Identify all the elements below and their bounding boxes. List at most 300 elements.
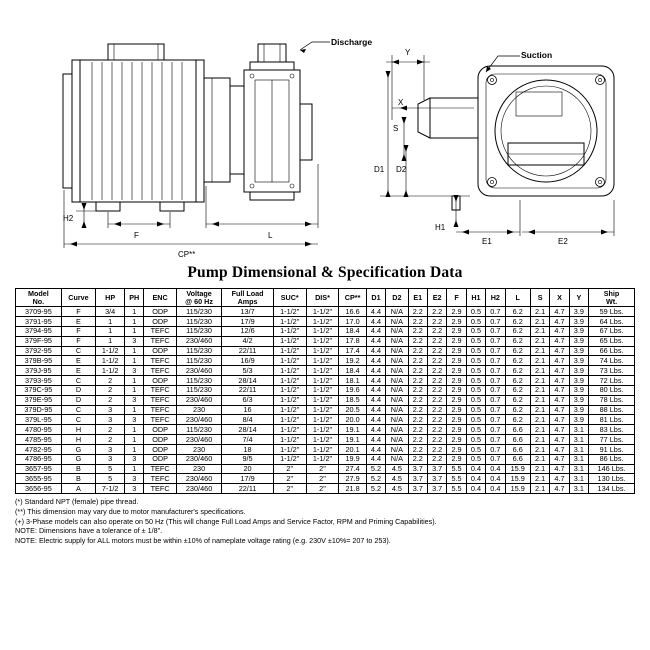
table-cell: 4.7 xyxy=(550,385,569,395)
table-cell: 2.2 xyxy=(427,435,446,445)
table-cell: 3.9 xyxy=(569,316,588,326)
table-cell: 3/4 xyxy=(96,307,125,317)
table-cell: 3.9 xyxy=(569,356,588,366)
table-cell: 1-1/2" xyxy=(273,454,306,464)
table-cell: 2.2 xyxy=(408,316,427,326)
table-cell: 6.2 xyxy=(505,356,530,366)
table-cell: 3.1 xyxy=(569,484,588,494)
table-cell: 22/11 xyxy=(222,385,274,395)
table-cell: 1 xyxy=(125,385,144,395)
table-row xyxy=(16,474,635,484)
table-cell: 3.9 xyxy=(569,307,588,317)
col-curve: Curve xyxy=(61,289,95,307)
table-cell: 0.5 xyxy=(466,356,485,366)
table-cell: 2.2 xyxy=(408,366,427,376)
table-cell: 2.2 xyxy=(427,385,446,395)
table-cell: 18.5 xyxy=(339,395,366,405)
table-cell: 0.5 xyxy=(466,346,485,356)
table-cell: 0.7 xyxy=(486,356,505,366)
table-cell: 2.9 xyxy=(447,346,466,356)
table-cell: 12/6 xyxy=(222,326,274,336)
table-cell: 130 Lbs. xyxy=(589,474,635,484)
table-cell: 0.7 xyxy=(486,405,505,415)
table-cell: 0.7 xyxy=(486,395,505,405)
col-cp: CP** xyxy=(339,289,366,307)
table-cell: TEFC xyxy=(144,356,177,366)
table-cell: 2.2 xyxy=(408,425,427,435)
table-cell: H xyxy=(61,425,95,435)
table-cell: 1-1/2" xyxy=(306,316,339,326)
table-cell: 1 xyxy=(125,405,144,415)
table-cell: TEFC xyxy=(144,326,177,336)
table-cell: 1-1/2" xyxy=(306,444,339,454)
table-cell: 146 Lbs. xyxy=(589,464,635,474)
table-cell: 2.2 xyxy=(427,316,446,326)
table-cell: 6.2 xyxy=(505,307,530,317)
table-cell: 4.7 xyxy=(550,474,569,484)
table-cell: 3656-95 xyxy=(16,484,62,494)
table-cell: 1 xyxy=(96,326,125,336)
table-cell: 2.1 xyxy=(530,336,549,346)
table-cell: 2.2 xyxy=(408,326,427,336)
table-cell: 4780-95 xyxy=(16,425,62,435)
table-cell: 4.5 xyxy=(386,464,408,474)
table-cell: 3655-95 xyxy=(16,474,62,484)
table-cell: 4.4 xyxy=(366,415,385,425)
table-cell: 2 xyxy=(96,385,125,395)
table-cell: 2.2 xyxy=(408,356,427,366)
table-cell: 2" xyxy=(306,464,339,474)
table-cell: 19.6 xyxy=(339,385,366,395)
table-cell: 2.1 xyxy=(530,405,549,415)
table-cell: 115/230 xyxy=(176,356,221,366)
table-row xyxy=(16,425,635,435)
table-cell: 2.1 xyxy=(530,356,549,366)
table-cell: 0.5 xyxy=(466,326,485,336)
table-cell: 2 xyxy=(96,425,125,435)
table-cell: 2.1 xyxy=(530,346,549,356)
table-cell: N/A xyxy=(386,425,408,435)
table-cell: E xyxy=(61,316,95,326)
table-cell: 1-1/2" xyxy=(306,307,339,317)
table-cell: 230/460 xyxy=(176,484,221,494)
table-cell: 2.1 xyxy=(530,454,549,464)
table-cell: 115/230 xyxy=(176,425,221,435)
table-cell: 0.7 xyxy=(486,425,505,435)
table-cell: 0.4 xyxy=(486,474,505,484)
table-cell: 2.1 xyxy=(530,415,549,425)
table-cell: 1 xyxy=(125,316,144,326)
table-cell: 1-1/2" xyxy=(273,435,306,445)
table-row xyxy=(16,444,635,454)
table-cell: 20.0 xyxy=(339,415,366,425)
table-cell: 1-1/2" xyxy=(306,415,339,425)
table-cell: F xyxy=(61,326,95,336)
table-cell: 18.1 xyxy=(339,376,366,386)
table-cell: 3.9 xyxy=(569,376,588,386)
table-cell: 2.9 xyxy=(447,454,466,464)
table-cell: 17.0 xyxy=(339,316,366,326)
table-cell: 4785-95 xyxy=(16,435,62,445)
table-cell: 1-1/2" xyxy=(273,336,306,346)
table-cell: 1-1/2" xyxy=(273,366,306,376)
table-cell: 17/9 xyxy=(222,316,274,326)
table-cell: 86 Lbs. xyxy=(589,454,635,464)
table-cell: 1 xyxy=(125,346,144,356)
table-cell: 4.4 xyxy=(366,425,385,435)
table-cell: 2.9 xyxy=(447,444,466,454)
table-cell: 2.2 xyxy=(408,395,427,405)
table-cell: 21.8 xyxy=(339,484,366,494)
table-cell: 6.2 xyxy=(505,415,530,425)
table-cell: 1 xyxy=(125,356,144,366)
label-cp: CP** xyxy=(178,250,196,259)
table-cell: 4.4 xyxy=(366,356,385,366)
table-row xyxy=(16,385,635,395)
label-x: X xyxy=(398,98,404,107)
table-cell: 2.1 xyxy=(530,366,549,376)
label-e1: E1 xyxy=(482,237,492,246)
table-cell: F xyxy=(61,336,95,346)
col-dis: DIS* xyxy=(306,289,339,307)
table-cell: 2.9 xyxy=(447,425,466,435)
table-cell: 379J-95 xyxy=(16,366,62,376)
table-row xyxy=(16,484,635,494)
table-cell: 2.1 xyxy=(530,307,549,317)
table-cell: 2.1 xyxy=(530,435,549,445)
table-cell: 2.2 xyxy=(427,415,446,425)
table-cell: 4.7 xyxy=(550,346,569,356)
table-cell: 2" xyxy=(273,464,306,474)
table-cell: 4.7 xyxy=(550,425,569,435)
table-cell: TEFC xyxy=(144,336,177,346)
table-cell: 230/460 xyxy=(176,474,221,484)
table-cell: H xyxy=(61,435,95,445)
table-cell: 67 Lbs. xyxy=(589,326,635,336)
table-cell: 2.9 xyxy=(447,307,466,317)
table-cell: 2.2 xyxy=(408,405,427,415)
table-cell: N/A xyxy=(386,326,408,336)
table-cell: 7/4 xyxy=(222,435,274,445)
table-cell: N/A xyxy=(386,415,408,425)
table-cell: 230 xyxy=(176,444,221,454)
table-cell: 3.7 xyxy=(408,484,427,494)
table-cell: N/A xyxy=(386,366,408,376)
table-cell: 230 xyxy=(176,464,221,474)
table-cell: 6/3 xyxy=(222,395,274,405)
table-cell: 3.1 xyxy=(569,474,588,484)
table-cell: 2.9 xyxy=(447,385,466,395)
table-cell: 2.1 xyxy=(530,395,549,405)
table-cell: 2.1 xyxy=(530,316,549,326)
table-cell: B xyxy=(61,464,95,474)
table-cell: 1-1/2" xyxy=(306,405,339,415)
table-cell: 2 xyxy=(96,395,125,405)
table-cell: 20.1 xyxy=(339,444,366,454)
spec-table xyxy=(15,288,635,494)
table-cell: 4.7 xyxy=(550,395,569,405)
table-cell: 0.7 xyxy=(486,376,505,386)
table-cell: 88 Lbs. xyxy=(589,405,635,415)
table-cell: 4.4 xyxy=(366,444,385,454)
label-d1: D1 xyxy=(374,165,385,174)
table-cell: 230/460 xyxy=(176,395,221,405)
table-cell: 16.6 xyxy=(339,307,366,317)
table-row xyxy=(16,316,635,326)
table-cell: N/A xyxy=(386,385,408,395)
table-cell: 1-1/2" xyxy=(273,444,306,454)
table-cell: 0.4 xyxy=(486,464,505,474)
table-cell: 22/11 xyxy=(222,484,274,494)
table-cell: 0.5 xyxy=(466,454,485,464)
table-body xyxy=(16,307,635,494)
table-cell: 4.7 xyxy=(550,307,569,317)
table-cell: G xyxy=(61,454,95,464)
table-cell: 2" xyxy=(306,484,339,494)
table-cell: 3.1 xyxy=(569,444,588,454)
table-cell: TEFC xyxy=(144,474,177,484)
col-ship-wt: Ship Wt. xyxy=(589,289,635,307)
table-cell: 22/11 xyxy=(222,346,274,356)
table-cell: 2.2 xyxy=(427,366,446,376)
table-cell: 0.5 xyxy=(466,385,485,395)
table-cell: 5.2 xyxy=(366,474,385,484)
table-cell: 3794-95 xyxy=(16,326,62,336)
table-cell: 0.4 xyxy=(486,484,505,494)
table-cell: 3709-95 xyxy=(16,307,62,317)
table-cell: 2.2 xyxy=(427,454,446,464)
table-cell: 6.2 xyxy=(505,405,530,415)
table-cell: 3 xyxy=(96,405,125,415)
table-cell: 13/7 xyxy=(222,307,274,317)
col-e2: E2 xyxy=(427,289,446,307)
table-cell: 20.5 xyxy=(339,405,366,415)
col-model: Model No. xyxy=(16,289,62,307)
table-cell: 3.9 xyxy=(569,366,588,376)
table-cell: C xyxy=(61,415,95,425)
table-cell: 2.2 xyxy=(408,435,427,445)
table-cell: 8/4 xyxy=(222,415,274,425)
table-cell: 3 xyxy=(125,474,144,484)
col-hp: HP xyxy=(96,289,125,307)
table-cell: 4.4 xyxy=(366,405,385,415)
table-cell: 115/230 xyxy=(176,316,221,326)
label-discharge: Discharge xyxy=(331,37,373,47)
table-cell: 3 xyxy=(125,454,144,464)
table-cell: 6.2 xyxy=(505,336,530,346)
table-cell: 3.9 xyxy=(569,405,588,415)
table-cell: 59 Lbs. xyxy=(589,307,635,317)
table-cell: 0.5 xyxy=(466,405,485,415)
table-cell: 16 xyxy=(222,405,274,415)
table-cell: 1 xyxy=(125,326,144,336)
table-cell: 2.2 xyxy=(408,336,427,346)
table-cell: 18.4 xyxy=(339,366,366,376)
table-cell: TEFC xyxy=(144,385,177,395)
table-cell: 74 Lbs. xyxy=(589,356,635,366)
table-cell: 1-1/2" xyxy=(273,385,306,395)
table-cell: 3 xyxy=(125,415,144,425)
table-cell: 4.4 xyxy=(366,346,385,356)
table-header xyxy=(16,289,635,307)
table-cell: 19.2 xyxy=(339,356,366,366)
table-cell: 78 Lbs. xyxy=(589,395,635,405)
table-cell: TEFC xyxy=(144,405,177,415)
table-cell: 2.2 xyxy=(427,346,446,356)
table-cell: 4.7 xyxy=(550,336,569,346)
table-cell: 9/5 xyxy=(222,454,274,464)
table-cell: 65 Lbs. xyxy=(589,336,635,346)
table-cell: 134 Lbs. xyxy=(589,484,635,494)
table-cell: C xyxy=(61,346,95,356)
table-cell: 4.4 xyxy=(366,307,385,317)
table-cell: 1 xyxy=(96,336,125,346)
table-cell: N/A xyxy=(386,435,408,445)
table-cell: 5.5 xyxy=(447,464,466,474)
table-row xyxy=(16,454,635,464)
table-cell: 4.7 xyxy=(550,454,569,464)
table-cell: 5.2 xyxy=(366,484,385,494)
table-cell: 1-1/2" xyxy=(273,307,306,317)
table-cell: 2 xyxy=(96,435,125,445)
table-cell: 0.7 xyxy=(486,346,505,356)
table-cell: 3793-95 xyxy=(16,376,62,386)
table-cell: 4.7 xyxy=(550,405,569,415)
table-cell: 2.9 xyxy=(447,415,466,425)
table-cell: 5 xyxy=(96,474,125,484)
table-cell: 4.4 xyxy=(366,385,385,395)
table-cell: 1 xyxy=(125,376,144,386)
table-cell: 5.5 xyxy=(447,474,466,484)
table-cell: 1 xyxy=(125,464,144,474)
table-cell: 2.1 xyxy=(530,326,549,336)
table-cell: 17.8 xyxy=(339,336,366,346)
label-d2: D2 xyxy=(396,165,407,174)
table-cell: 3 xyxy=(125,484,144,494)
col-suc: SUC* xyxy=(273,289,306,307)
table-cell: B xyxy=(61,474,95,484)
note-3: NOTE: Dimensions have a tolerance of ± 1/8". xyxy=(15,526,163,536)
table-row xyxy=(16,435,635,445)
label-l: L xyxy=(268,231,273,240)
table-cell: 0.7 xyxy=(486,336,505,346)
table-cell: 2.2 xyxy=(427,405,446,415)
table-cell: 6.2 xyxy=(505,366,530,376)
table-cell: 0.7 xyxy=(486,415,505,425)
table-cell: 115/230 xyxy=(176,376,221,386)
table-cell: 2 xyxy=(96,376,125,386)
table-row xyxy=(16,307,635,317)
table-cell: ODP xyxy=(144,316,177,326)
table-cell: 0.7 xyxy=(486,326,505,336)
table-cell: 2.2 xyxy=(408,385,427,395)
table-cell: ODP xyxy=(144,454,177,464)
table-cell: 2.9 xyxy=(447,316,466,326)
table-cell: 2" xyxy=(306,474,339,484)
note-2: (+) 3-Phase models can also operate on 50 Hz (This will change Full Load Amps and Service Factor, RPM and Priming Capabilities). xyxy=(15,516,437,526)
table-cell: 5.5 xyxy=(447,484,466,494)
col-voltage: Voltage @ 60 Hz xyxy=(176,289,221,307)
table-cell: 1 xyxy=(125,425,144,435)
table-cell: 3.7 xyxy=(408,474,427,484)
table-cell: 16/9 xyxy=(222,356,274,366)
table-cell: 0.7 xyxy=(486,316,505,326)
table-cell: 4.7 xyxy=(550,326,569,336)
table-cell: 4782-95 xyxy=(16,444,62,454)
table-cell: 6.6 xyxy=(505,435,530,445)
table-cell: 0.4 xyxy=(466,474,485,484)
table-cell: 2.2 xyxy=(427,336,446,346)
table-cell: 1-1/2" xyxy=(306,366,339,376)
table-cell: 1-1/2" xyxy=(273,346,306,356)
table-cell: 0.7 xyxy=(486,444,505,454)
table-cell: 115/230 xyxy=(176,346,221,356)
table-cell: E xyxy=(61,366,95,376)
col-x: X xyxy=(550,289,569,307)
table-cell: 3 xyxy=(125,336,144,346)
table-cell: 2.2 xyxy=(408,415,427,425)
table-cell: 4.4 xyxy=(366,454,385,464)
table-cell: 3 xyxy=(96,444,125,454)
col-h2: H2 xyxy=(486,289,505,307)
table-cell: N/A xyxy=(386,405,408,415)
table-cell: 1-1/2" xyxy=(273,395,306,405)
table-cell: 2.2 xyxy=(427,307,446,317)
table-cell: 83 Lbs. xyxy=(589,425,635,435)
table-row xyxy=(16,346,635,356)
table-cell: 0.5 xyxy=(466,415,485,425)
table-cell: 1 xyxy=(125,435,144,445)
table-cell: 3791-95 xyxy=(16,316,62,326)
table-cell: 1-1/2" xyxy=(306,425,339,435)
table-cell: 2.2 xyxy=(427,444,446,454)
table-cell: 2.2 xyxy=(427,395,446,405)
table-cell: N/A xyxy=(386,307,408,317)
table-cell: 64 Lbs. xyxy=(589,316,635,326)
table-cell: N/A xyxy=(386,395,408,405)
table-cell: 4.4 xyxy=(366,366,385,376)
table-cell: 379F-95 xyxy=(16,336,62,346)
table-cell: 3.9 xyxy=(569,415,588,425)
table-cell: 379B-95 xyxy=(16,356,62,366)
table-cell: 5/3 xyxy=(222,366,274,376)
table-cell: D xyxy=(61,395,95,405)
table-cell: 2.2 xyxy=(408,346,427,356)
table-cell: 230/460 xyxy=(176,415,221,425)
table-cell: 6.6 xyxy=(505,454,530,464)
table-cell: 0.7 xyxy=(486,454,505,464)
table-cell: 1 xyxy=(96,316,125,326)
table-cell: 3.1 xyxy=(569,464,588,474)
pump-dimensional-diagram xyxy=(0,0,650,262)
table-cell: 2.9 xyxy=(447,326,466,336)
table-cell: 66 Lbs. xyxy=(589,346,635,356)
table-cell: 230/460 xyxy=(176,366,221,376)
table-cell: 2.1 xyxy=(530,376,549,386)
table-cell: 0.5 xyxy=(466,336,485,346)
table-cell: 3.9 xyxy=(569,326,588,336)
table-cell: 2.1 xyxy=(530,385,549,395)
table-cell: 72 Lbs. xyxy=(589,376,635,386)
table-cell: 4.4 xyxy=(366,316,385,326)
table-cell: 4.4 xyxy=(366,376,385,386)
col-f: F xyxy=(447,289,466,307)
table-cell: 1-1/2" xyxy=(306,346,339,356)
table-cell: 4.4 xyxy=(366,395,385,405)
table-cell: 2.9 xyxy=(447,405,466,415)
table-cell: 2.2 xyxy=(427,376,446,386)
table-cell: 6.2 xyxy=(505,395,530,405)
